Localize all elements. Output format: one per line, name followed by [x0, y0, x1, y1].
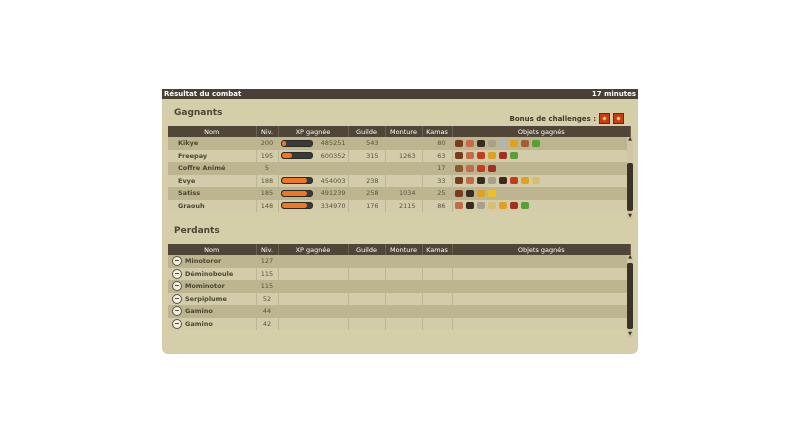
- item-icon[interactable]: [477, 202, 485, 209]
- column-header: Kamas: [422, 244, 452, 255]
- item-icon[interactable]: [510, 177, 518, 184]
- scroll-up-icon[interactable]: ▲: [628, 254, 632, 260]
- combat-result-panel: [162, 89, 638, 354]
- scroll-down-icon[interactable]: ▼: [628, 213, 632, 219]
- item-icon[interactable]: [510, 152, 518, 159]
- empty-cell: [422, 280, 452, 293]
- xp-progress-bar: [281, 152, 313, 159]
- bonus-label: Bonus de challenges :: [509, 114, 596, 123]
- column-header: Nom: [168, 244, 256, 255]
- scroll-down-icon[interactable]: ▼: [628, 331, 632, 337]
- empty-cell: [348, 268, 385, 281]
- empty-cell: [385, 268, 422, 281]
- player-name: Déminoboule: [185, 269, 234, 278]
- xp-value: 491239: [320, 189, 346, 198]
- kamas: 33: [422, 175, 452, 188]
- empty-cell: [452, 293, 631, 306]
- column-header: Kamas: [422, 126, 452, 137]
- player-name-cell: [168, 255, 256, 268]
- player-level: 127: [256, 255, 278, 268]
- item-icon[interactable]: [499, 140, 507, 147]
- xp-cell: [278, 162, 348, 175]
- item-icon[interactable]: [466, 190, 474, 197]
- player-name: Kikye: [168, 137, 256, 150]
- item-icon[interactable]: [521, 202, 529, 209]
- empty-cell: [278, 305, 348, 318]
- empty-cell: [452, 318, 631, 331]
- xp-progress-bar: [281, 202, 313, 209]
- table-row[interactable]: [168, 175, 631, 188]
- xp-value: 454003: [320, 176, 346, 185]
- guild-xp: 176: [348, 200, 385, 213]
- empty-cell: [348, 280, 385, 293]
- item-icon[interactable]: [499, 177, 507, 184]
- player-level: 115: [256, 268, 278, 281]
- item-icon[interactable]: [521, 140, 529, 147]
- winners-table: [168, 126, 631, 212]
- kamas: 86: [422, 200, 452, 213]
- empty-cell: [348, 293, 385, 306]
- kamas: 25: [422, 187, 452, 200]
- empty-cell: [385, 305, 422, 318]
- guild-xp: 315: [348, 150, 385, 163]
- skull-icon: [172, 306, 182, 316]
- empty-cell: [422, 305, 452, 318]
- item-icon[interactable]: [488, 140, 496, 147]
- column-header: XP gagnée: [278, 244, 348, 255]
- item-icon[interactable]: [499, 202, 507, 209]
- guild-xp: [348, 162, 385, 175]
- item-icon[interactable]: [499, 152, 507, 159]
- player-name-cell: [168, 318, 256, 331]
- player-level: 5: [256, 162, 278, 175]
- empty-cell: [348, 305, 385, 318]
- player-name-cell: [168, 293, 256, 306]
- skull-icon: [172, 256, 182, 266]
- column-header: Nom: [168, 126, 256, 137]
- scrollbar-thumb[interactable]: [627, 163, 633, 211]
- player-name: Graouh: [168, 200, 256, 213]
- xp-progress-bar: [281, 140, 313, 147]
- player-level: 185: [256, 187, 278, 200]
- player-level: 115: [256, 280, 278, 293]
- player-level: 52: [256, 293, 278, 306]
- player-name: Gamino: [185, 319, 213, 328]
- skull-icon: [172, 294, 182, 304]
- empty-cell: [422, 318, 452, 331]
- item-icon[interactable]: [488, 190, 496, 197]
- empty-cell: [385, 318, 422, 331]
- empty-cell: [278, 255, 348, 268]
- column-header: Guilde: [348, 244, 385, 255]
- item-icon[interactable]: [521, 177, 529, 184]
- guild-xp: 258: [348, 187, 385, 200]
- item-icon[interactable]: [488, 165, 496, 172]
- mount-xp: [385, 162, 422, 175]
- player-level: 42: [256, 318, 278, 331]
- column-header: Monture: [385, 126, 422, 137]
- xp-value: 600352: [320, 151, 346, 160]
- player-level: 148: [256, 200, 278, 213]
- empty-cell: [452, 255, 631, 268]
- column-header: Niv.: [256, 126, 278, 137]
- xp-cell: [278, 187, 348, 200]
- table-row[interactable]: [168, 280, 631, 293]
- title-bar: [162, 89, 638, 99]
- item-icon[interactable]: [466, 165, 474, 172]
- items-won: [452, 175, 631, 188]
- column-header: Monture: [385, 244, 422, 255]
- table-row[interactable]: [168, 305, 631, 318]
- xp-value: 334970: [320, 201, 346, 210]
- mount-xp: [385, 175, 422, 188]
- item-icon[interactable]: [477, 165, 485, 172]
- player-name: Mominotor: [185, 282, 225, 291]
- guild-xp: 543: [348, 137, 385, 150]
- empty-cell: [385, 280, 422, 293]
- kamas: 63: [422, 150, 452, 163]
- empty-cell: [452, 268, 631, 281]
- empty-cell: [348, 255, 385, 268]
- item-icon[interactable]: [477, 177, 485, 184]
- losers-scrollbar[interactable]: [627, 255, 633, 337]
- items-won: [452, 137, 631, 150]
- window-title: Résultat du combat: [164, 90, 242, 98]
- xp-progress-bar: [281, 177, 313, 184]
- player-name: Gamino: [185, 307, 213, 316]
- player-name-cell: [168, 280, 256, 293]
- mount-xp: 1263: [385, 150, 422, 163]
- player-name: Satiss: [168, 187, 256, 200]
- mount-xp: 2115: [385, 200, 422, 213]
- xp-cell: [278, 137, 348, 150]
- items-won: [452, 150, 631, 163]
- empty-cell: [385, 293, 422, 306]
- item-icon[interactable]: [488, 177, 496, 184]
- item-icon[interactable]: [455, 152, 463, 159]
- item-icon[interactable]: [532, 140, 540, 147]
- column-header: Objets gagnés: [452, 126, 631, 137]
- player-name: Evye: [168, 175, 256, 188]
- skull-icon: [172, 269, 182, 279]
- item-icon[interactable]: [455, 165, 463, 172]
- item-icon[interactable]: [466, 202, 474, 209]
- item-icon[interactable]: [455, 140, 463, 147]
- items-won: [452, 162, 631, 175]
- guild-xp: 238: [348, 175, 385, 188]
- mount-xp: 1034: [385, 187, 422, 200]
- player-name: Freepay: [168, 150, 256, 163]
- item-icon[interactable]: [455, 177, 463, 184]
- empty-cell: [385, 255, 422, 268]
- empty-cell: [452, 280, 631, 293]
- xp-progress-bar: [281, 190, 313, 197]
- empty-cell: [278, 280, 348, 293]
- table-row[interactable]: [168, 187, 631, 200]
- column-header: Objets gagnés: [452, 244, 631, 255]
- player-level: 200: [256, 137, 278, 150]
- item-icon[interactable]: [466, 140, 474, 147]
- empty-cell: [278, 293, 348, 306]
- column-header: Niv.: [256, 244, 278, 255]
- challenge-icon[interactable]: [613, 113, 624, 124]
- table-row[interactable]: [168, 137, 631, 150]
- player-name: Serpiplume: [185, 294, 227, 303]
- table-row[interactable]: [168, 268, 631, 281]
- column-header: Guilde: [348, 126, 385, 137]
- empty-cell: [422, 293, 452, 306]
- item-icon[interactable]: [477, 190, 485, 197]
- player-level: 188: [256, 175, 278, 188]
- items-won: [452, 200, 631, 213]
- item-icon[interactable]: [510, 202, 518, 209]
- losers-title: Perdants: [174, 226, 220, 236]
- table-row[interactable]: [168, 162, 631, 175]
- challenge-icon[interactable]: [599, 113, 610, 124]
- item-icon[interactable]: [488, 202, 496, 209]
- item-icon[interactable]: [477, 140, 485, 147]
- xp-cell: [278, 150, 348, 163]
- table-row[interactable]: [168, 293, 631, 306]
- mount-xp: [385, 137, 422, 150]
- xp-cell: [278, 200, 348, 213]
- player-name-cell: [168, 268, 256, 281]
- table-row[interactable]: [168, 150, 631, 163]
- losers-table: [168, 244, 631, 330]
- item-icon[interactable]: [455, 202, 463, 209]
- table-row[interactable]: [168, 255, 631, 268]
- table-row[interactable]: [168, 200, 631, 213]
- player-level: 44: [256, 305, 278, 318]
- scroll-up-icon[interactable]: ▲: [628, 136, 632, 142]
- column-header: XP gagnée: [278, 126, 348, 137]
- item-icon[interactable]: [488, 152, 496, 159]
- kamas: 80: [422, 137, 452, 150]
- xp-value: 485251: [320, 139, 346, 148]
- item-icon[interactable]: [532, 177, 540, 184]
- winners-title: Gagnants: [174, 108, 223, 118]
- player-name: Minotoror: [185, 257, 222, 266]
- challenge-bonus: [510, 113, 624, 124]
- winners-scrollbar[interactable]: [627, 137, 633, 219]
- empty-cell: [422, 268, 452, 281]
- scrollbar-thumb[interactable]: [627, 263, 633, 329]
- item-icon[interactable]: [455, 190, 463, 197]
- empty-cell: [452, 305, 631, 318]
- combat-duration: 17 minutes: [591, 90, 636, 98]
- item-icon[interactable]: [466, 177, 474, 184]
- empty-cell: [278, 318, 348, 331]
- item-icon[interactable]: [466, 152, 474, 159]
- player-name-cell: [168, 305, 256, 318]
- items-won: [452, 187, 631, 200]
- xp-cell: [278, 175, 348, 188]
- skull-icon: [172, 281, 182, 291]
- skull-icon: [172, 319, 182, 329]
- item-icon[interactable]: [510, 140, 518, 147]
- player-level: 195: [256, 150, 278, 163]
- empty-cell: [348, 318, 385, 331]
- empty-cell: [422, 255, 452, 268]
- item-icon[interactable]: [477, 152, 485, 159]
- table-row[interactable]: [168, 318, 631, 331]
- kamas: 17: [422, 162, 452, 175]
- player-name: Coffre Animé: [168, 162, 256, 175]
- empty-cell: [278, 268, 348, 281]
